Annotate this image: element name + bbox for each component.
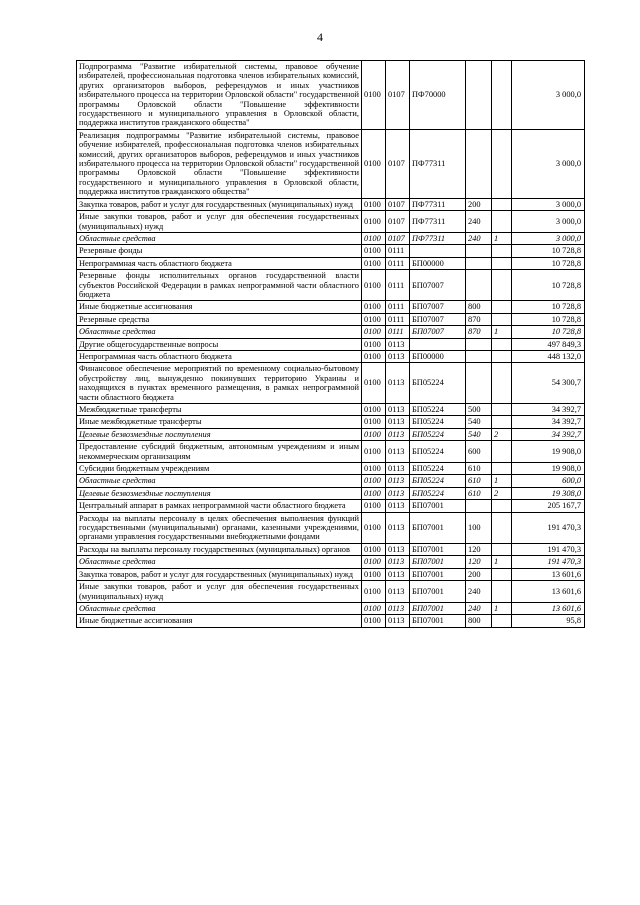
target-item-code-cell: БП05224	[410, 475, 466, 487]
row-name-cell: Подпрограмма "Развитие избирательной системы, правовое обучение избирателей, профессиональная подготовка членов избирательных комиссий, других организаторов выборов, референдумов и иных участников избирательного процесса на территории Орловской области" государственной программы Орловской области "Повышение эффективности государственного и муниципального управления в Орловской области, поддержка институтов гражданского общества"	[77, 61, 362, 130]
expense-type-code-cell: 200	[466, 198, 492, 210]
subsection-code-cell: 0113	[386, 602, 410, 614]
amount-cell: 13 601,6	[512, 581, 585, 603]
row-name-cell: Расходы на выплаты персоналу в целях обеспечения выполнения функций государственными (муниципальными) органами, казенными учреждениями, органами управления государственными внебюджетными фондами	[77, 512, 362, 543]
section-code-cell: 0100	[362, 363, 386, 404]
target-item-code-cell: БП00000	[410, 257, 466, 269]
amount-cell: 34 392,7	[512, 404, 585, 416]
funding-source-cell	[492, 363, 512, 404]
subsection-code-cell: 0107	[386, 232, 410, 244]
table-row	[77, 568, 585, 580]
expense-type-code-cell	[466, 500, 492, 512]
section-code-cell: 0100	[362, 500, 386, 512]
subsection-code-cell: 0107	[386, 129, 410, 198]
subsection-code-cell: 0113	[386, 441, 410, 463]
row-name-cell: Расходы на выплаты персоналу государственных (муниципальных) органов	[77, 543, 362, 555]
funding-source-cell	[492, 245, 512, 257]
row-name-cell: Иные закупки товаров, работ и услуг для обеспечения государственных (муниципальных) нужд	[77, 581, 362, 603]
funding-source-cell	[492, 500, 512, 512]
page-number: 4	[317, 30, 323, 44]
target-item-code-cell: ПФ77311	[410, 129, 466, 198]
row-name-cell: Областные средства	[77, 326, 362, 338]
section-code-cell: 0100	[362, 602, 386, 614]
section-code-cell: 0100	[362, 129, 386, 198]
subsection-code-cell: 0111	[386, 270, 410, 301]
target-item-code-cell: ПФ77311	[410, 232, 466, 244]
expense-type-code-cell: 120	[466, 556, 492, 568]
section-code-cell: 0100	[362, 543, 386, 555]
section-code-cell: 0100	[362, 428, 386, 440]
section-code-cell: 0100	[362, 416, 386, 428]
amount-cell: 34 392,7	[512, 416, 585, 428]
expense-type-code-cell	[466, 245, 492, 257]
row-name-cell: Непрограммная часть областного бюджета	[77, 257, 362, 269]
funding-source-cell	[492, 463, 512, 475]
funding-source-cell	[492, 270, 512, 301]
funding-source-cell	[492, 301, 512, 313]
target-item-code-cell: БП07001	[410, 543, 466, 555]
funding-source-cell	[492, 198, 512, 210]
table-row	[77, 350, 585, 362]
funding-source-cell: 1	[492, 556, 512, 568]
amount-cell: 10 728,8	[512, 301, 585, 313]
target-item-code-cell: БП05224	[410, 363, 466, 404]
section-code-cell: 0100	[362, 475, 386, 487]
table-row	[77, 270, 585, 301]
funding-source-cell	[492, 257, 512, 269]
table-row	[77, 129, 585, 198]
table-row	[77, 61, 585, 130]
target-item-code-cell: БП07001	[410, 568, 466, 580]
subsection-code-cell: 0107	[386, 198, 410, 210]
subsection-code-cell: 0111	[386, 301, 410, 313]
amount-cell: 10 728,8	[512, 326, 585, 338]
row-name-cell: Центральный аппарат в рамках непрограммной части областного бюджета	[77, 500, 362, 512]
target-item-code-cell: БП07007	[410, 270, 466, 301]
budget-table	[76, 60, 585, 628]
table-row	[77, 363, 585, 404]
expense-type-code-cell: 100	[466, 512, 492, 543]
section-code-cell: 0100	[362, 338, 386, 350]
table-row	[77, 428, 585, 440]
amount-cell: 205 167,7	[512, 500, 585, 512]
subsection-code-cell: 0113	[386, 487, 410, 499]
target-item-code-cell: БП05224	[410, 416, 466, 428]
subsection-code-cell: 0111	[386, 257, 410, 269]
table-row	[77, 556, 585, 568]
section-code-cell: 0100	[362, 463, 386, 475]
amount-cell: 34 392,7	[512, 428, 585, 440]
row-name-cell: Резервные фонды	[77, 245, 362, 257]
section-code-cell: 0100	[362, 232, 386, 244]
row-name-cell: Реализация подпрограммы "Развитие избирательной системы, правовое обучение избирателей, профессиональная подготовка членов избирательных комиссий, других организаторов выборов, референдумов и иных участников избирательного процесса на территории Орловской области" государственной программы Орловской области "Повышение эффективности государственного и муниципального управления в Орловской области, поддержка институтов гражданского общества"	[77, 129, 362, 198]
row-name-cell: Иные бюджетные ассигнования	[77, 301, 362, 313]
subsection-code-cell: 0113	[386, 416, 410, 428]
amount-cell: 191 470,3	[512, 543, 585, 555]
funding-source-cell	[492, 61, 512, 130]
expense-type-code-cell: 870	[466, 326, 492, 338]
section-code-cell: 0100	[362, 270, 386, 301]
funding-source-cell	[492, 568, 512, 580]
table-row	[77, 257, 585, 269]
subsection-code-cell: 0113	[386, 428, 410, 440]
row-name-cell: Резервные фонды исполнительных органов государственной власти субъектов Российской Федерации в рамках непрограммной части областного бюджета	[77, 270, 362, 301]
table-row	[77, 615, 585, 627]
table-row	[77, 313, 585, 325]
amount-cell: 19 308,0	[512, 487, 585, 499]
amount-cell: 10 728,8	[512, 313, 585, 325]
table-row	[77, 338, 585, 350]
row-name-cell: Целевые безвозмездные поступления	[77, 487, 362, 499]
table-row	[77, 602, 585, 614]
amount-cell: 448 132,0	[512, 350, 585, 362]
target-item-code-cell: ПФ77311	[410, 211, 466, 233]
amount-cell: 3 000,0	[512, 129, 585, 198]
amount-cell: 10 728,8	[512, 270, 585, 301]
table-row	[77, 475, 585, 487]
table-row	[77, 211, 585, 233]
subsection-code-cell: 0113	[386, 500, 410, 512]
expense-type-code-cell: 240	[466, 211, 492, 233]
row-name-cell: Областные средства	[77, 475, 362, 487]
target-item-code-cell	[410, 338, 466, 350]
table-row	[77, 245, 585, 257]
amount-cell: 3 000,0	[512, 232, 585, 244]
expense-type-code-cell	[466, 338, 492, 350]
subsection-code-cell: 0111	[386, 245, 410, 257]
expense-type-code-cell: 800	[466, 615, 492, 627]
amount-cell: 13 601,6	[512, 568, 585, 580]
amount-cell: 95,8	[512, 615, 585, 627]
amount-cell: 10 728,8	[512, 245, 585, 257]
expense-type-code-cell: 540	[466, 428, 492, 440]
funding-source-cell	[492, 211, 512, 233]
row-name-cell: Иные закупки товаров, работ и услуг для обеспечения государственных (муниципальных) нужд	[77, 211, 362, 233]
target-item-code-cell: БП07007	[410, 301, 466, 313]
target-item-code-cell: БП07001	[410, 556, 466, 568]
subsection-code-cell: 0113	[386, 338, 410, 350]
budget-table-body	[77, 61, 585, 628]
subsection-code-cell: 0107	[386, 61, 410, 130]
section-code-cell: 0100	[362, 257, 386, 269]
funding-source-cell	[492, 543, 512, 555]
section-code-cell: 0100	[362, 326, 386, 338]
section-code-cell: 0100	[362, 404, 386, 416]
funding-source-cell	[492, 441, 512, 463]
amount-cell: 13 601,6	[512, 602, 585, 614]
expense-type-code-cell: 200	[466, 568, 492, 580]
section-code-cell: 0100	[362, 313, 386, 325]
target-item-code-cell: БП05224	[410, 487, 466, 499]
table-row	[77, 500, 585, 512]
subsection-code-cell: 0113	[386, 512, 410, 543]
expense-type-code-cell	[466, 270, 492, 301]
expense-type-code-cell	[466, 257, 492, 269]
section-code-cell: 0100	[362, 615, 386, 627]
funding-source-cell	[492, 404, 512, 416]
table-row	[77, 416, 585, 428]
subsection-code-cell: 0113	[386, 350, 410, 362]
table-row	[77, 404, 585, 416]
section-code-cell: 0100	[362, 350, 386, 362]
target-item-code-cell: БП05224	[410, 463, 466, 475]
subsection-code-cell: 0111	[386, 313, 410, 325]
amount-cell: 54 300,7	[512, 363, 585, 404]
target-item-code-cell: БП00000	[410, 350, 466, 362]
target-item-code-cell	[410, 245, 466, 257]
expense-type-code-cell: 120	[466, 543, 492, 555]
target-item-code-cell: БП05224	[410, 441, 466, 463]
expense-type-code-cell: 610	[466, 463, 492, 475]
target-item-code-cell: БП07007	[410, 326, 466, 338]
target-item-code-cell: ПФ77311	[410, 198, 466, 210]
amount-cell: 3 000,0	[512, 61, 585, 130]
amount-cell: 19 908,0	[512, 441, 585, 463]
expense-type-code-cell	[466, 363, 492, 404]
row-name-cell: Иные бюджетные ассигнования	[77, 615, 362, 627]
target-item-code-cell: БП05224	[410, 428, 466, 440]
subsection-code-cell: 0113	[386, 568, 410, 580]
expense-type-code-cell: 600	[466, 441, 492, 463]
row-name-cell: Финансовое обеспечение мероприятий по временному социально-бытовому обустройству лиц, вынужденно покинувших территорию Украины и находящихся в пунктах временного размещения, в рамках непрограммной части областного бюджета	[77, 363, 362, 404]
amount-cell: 497 849,3	[512, 338, 585, 350]
funding-source-cell: 2	[492, 428, 512, 440]
table-row	[77, 512, 585, 543]
row-name-cell: Предоставление субсидий бюджетным, автономным учреждениям и иным некоммерческим организациям	[77, 441, 362, 463]
subsection-code-cell: 0113	[386, 581, 410, 603]
section-code-cell: 0100	[362, 556, 386, 568]
subsection-code-cell: 0113	[386, 463, 410, 475]
table-row	[77, 232, 585, 244]
expense-type-code-cell	[466, 129, 492, 198]
amount-cell: 3 000,0	[512, 211, 585, 233]
subsection-code-cell: 0113	[386, 556, 410, 568]
section-code-cell: 0100	[362, 211, 386, 233]
table-row	[77, 487, 585, 499]
section-code-cell: 0100	[362, 61, 386, 130]
funding-source-cell	[492, 313, 512, 325]
expense-type-code-cell	[466, 350, 492, 362]
expense-type-code-cell: 240	[466, 581, 492, 603]
row-name-cell: Непрограммная часть областного бюджета	[77, 350, 362, 362]
section-code-cell: 0100	[362, 581, 386, 603]
section-code-cell: 0100	[362, 301, 386, 313]
row-name-cell: Областные средства	[77, 232, 362, 244]
target-item-code-cell: БП07001	[410, 581, 466, 603]
row-name-cell: Другие общегосударственные вопросы	[77, 338, 362, 350]
target-item-code-cell: БП07007	[410, 313, 466, 325]
subsection-code-cell: 0107	[386, 211, 410, 233]
table-row	[77, 463, 585, 475]
expense-type-code-cell: 240	[466, 602, 492, 614]
subsection-code-cell: 0113	[386, 475, 410, 487]
funding-source-cell: 1	[492, 232, 512, 244]
amount-cell: 19 908,0	[512, 463, 585, 475]
funding-source-cell: 1	[492, 475, 512, 487]
expense-type-code-cell: 800	[466, 301, 492, 313]
amount-cell: 3 000,0	[512, 198, 585, 210]
target-item-code-cell: ПФ70000	[410, 61, 466, 130]
subsection-code-cell: 0113	[386, 543, 410, 555]
row-name-cell: Областные средства	[77, 602, 362, 614]
expense-type-code-cell: 240	[466, 232, 492, 244]
row-name-cell: Областные средства	[77, 556, 362, 568]
amount-cell: 10 728,8	[512, 257, 585, 269]
row-name-cell: Межбюджетные трансферты	[77, 404, 362, 416]
section-code-cell: 0100	[362, 512, 386, 543]
section-code-cell: 0100	[362, 245, 386, 257]
table-row	[77, 543, 585, 555]
table-row	[77, 301, 585, 313]
section-code-cell: 0100	[362, 198, 386, 210]
funding-source-cell	[492, 581, 512, 603]
subsection-code-cell: 0113	[386, 404, 410, 416]
subsection-code-cell: 0113	[386, 615, 410, 627]
expense-type-code-cell: 610	[466, 475, 492, 487]
row-name-cell: Иные межбюджетные трансферты	[77, 416, 362, 428]
expense-type-code-cell: 540	[466, 416, 492, 428]
table-row	[77, 326, 585, 338]
row-name-cell: Закупка товаров, работ и услуг для государственных (муниципальных) нужд	[77, 198, 362, 210]
amount-cell: 600,0	[512, 475, 585, 487]
row-name-cell: Субсидии бюджетным учреждениям	[77, 463, 362, 475]
funding-source-cell	[492, 416, 512, 428]
section-code-cell: 0100	[362, 568, 386, 580]
expense-type-code-cell: 870	[466, 313, 492, 325]
amount-cell: 191 470,3	[512, 556, 585, 568]
expense-type-code-cell: 500	[466, 404, 492, 416]
row-name-cell: Целевые безвозмездные поступления	[77, 428, 362, 440]
funding-source-cell	[492, 338, 512, 350]
target-item-code-cell: БП07001	[410, 615, 466, 627]
funding-source-cell	[492, 350, 512, 362]
funding-source-cell	[492, 615, 512, 627]
subsection-code-cell: 0111	[386, 326, 410, 338]
target-item-code-cell: БП07001	[410, 512, 466, 543]
funding-source-cell: 1	[492, 602, 512, 614]
funding-source-cell	[492, 129, 512, 198]
expense-type-code-cell: 610	[466, 487, 492, 499]
funding-source-cell: 1	[492, 326, 512, 338]
expense-type-code-cell	[466, 61, 492, 130]
row-name-cell: Закупка товаров, работ и услуг для государственных (муниципальных) нужд	[77, 568, 362, 580]
target-item-code-cell: БП07001	[410, 602, 466, 614]
funding-source-cell	[492, 512, 512, 543]
row-name-cell: Резервные средства	[77, 313, 362, 325]
target-item-code-cell: БП05224	[410, 404, 466, 416]
subsection-code-cell: 0113	[386, 363, 410, 404]
section-code-cell: 0100	[362, 487, 386, 499]
table-row	[77, 198, 585, 210]
table-row	[77, 581, 585, 603]
target-item-code-cell: БП07001	[410, 500, 466, 512]
section-code-cell: 0100	[362, 441, 386, 463]
amount-cell: 191 470,3	[512, 512, 585, 543]
table-row	[77, 441, 585, 463]
funding-source-cell: 2	[492, 487, 512, 499]
